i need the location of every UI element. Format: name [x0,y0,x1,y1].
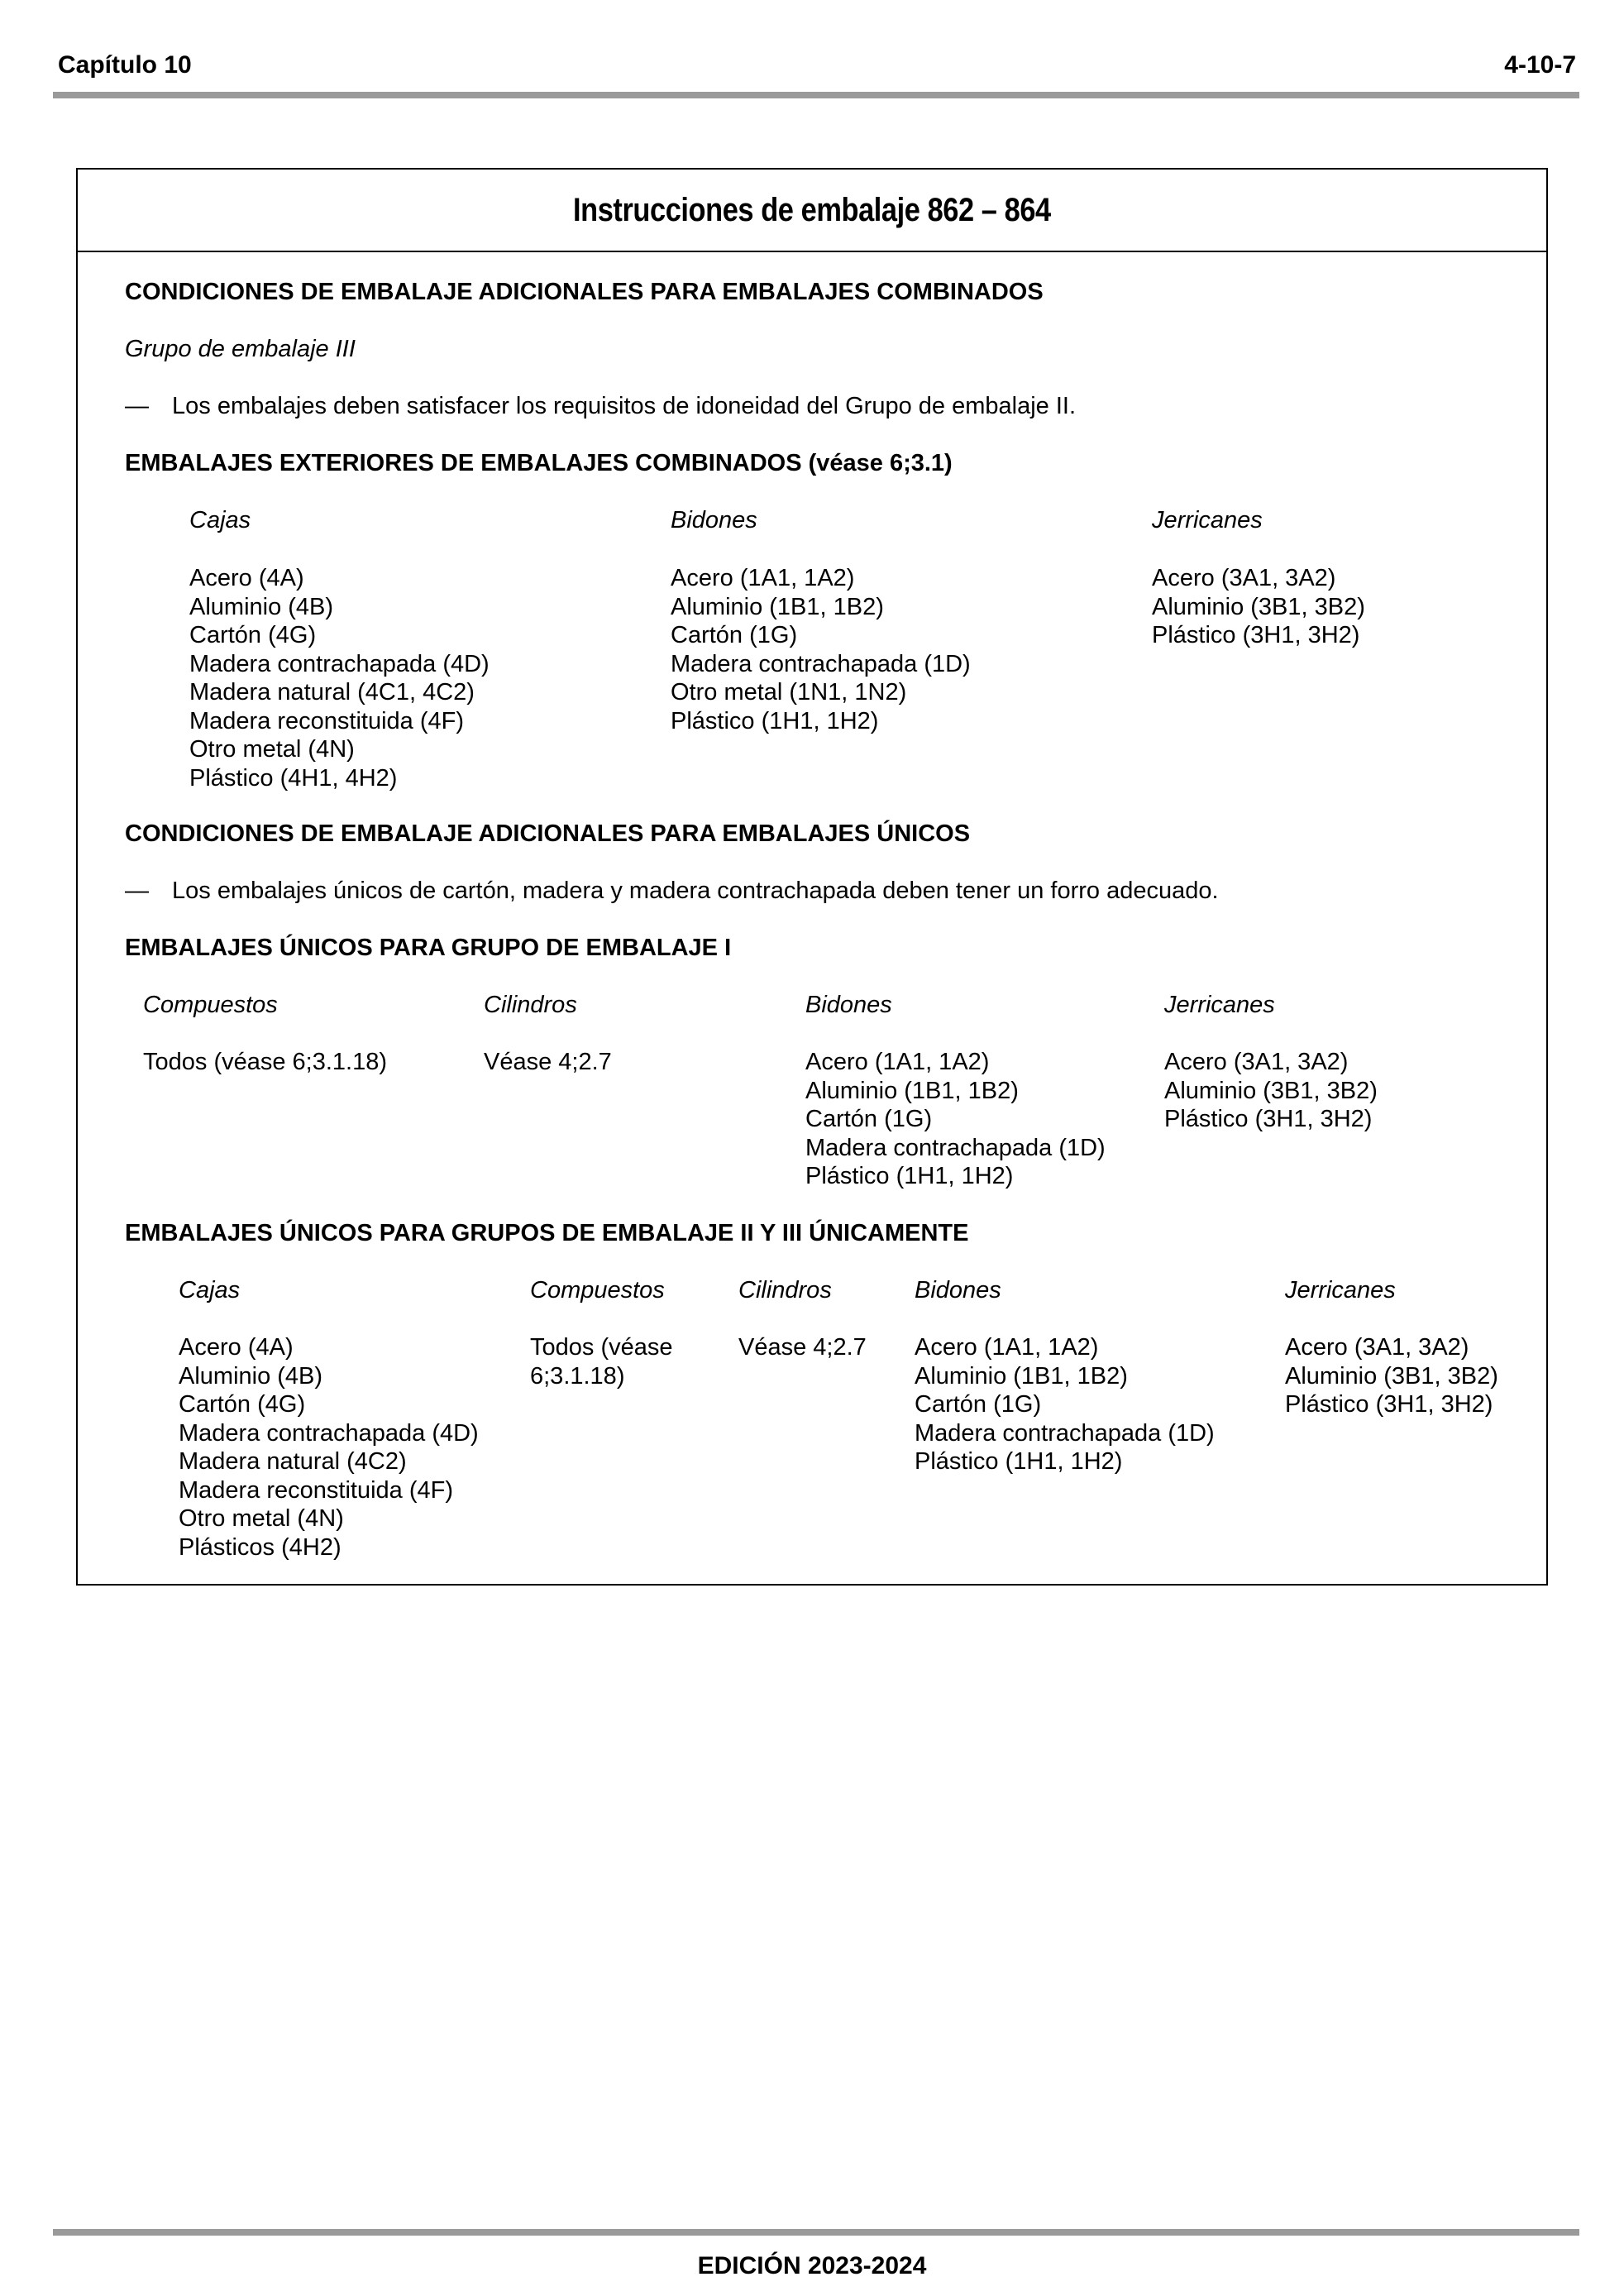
list-item: Madera reconstituida (4F) [189,707,465,734]
section-heading-combined-conditions: CONDICIONES DE EMBALAJE ADICIONALES PARA EMBALAJES COMBINADOS [125,279,1044,305]
column-header: Bidones [805,992,892,1018]
list-item: Plástico (1H1, 1H2) [805,1163,1014,1189]
list-item: Madera contrachapada (1D) [915,1419,1215,1447]
list-item: Plásticos (4H2) [179,1533,342,1561]
packaging-list [1285,1333,1498,1419]
box-title-text: Instrucciones de embalaje 862 – 864 [573,191,1051,228]
dash-marker: — [125,393,149,419]
section-heading-outer-packagings: EMBALAJES EXTERIORES DE EMBALAJES COMBINADOS (véase 6;3.1) [125,450,953,476]
list-item: Todos (véase 6;3.1.18) [143,1049,388,1075]
requirement-text: Los embalajes únicos de cartón, madera y madera contrachapada deben tener un forro adecuado. [172,878,1219,904]
list-item: Cartón (1G) [915,1391,1042,1418]
list-item: Acero (1A1, 1A2) [915,1334,1099,1361]
column-header: Compuestos [530,1277,665,1303]
header-rule [53,92,1579,98]
column-header: Cilindros [738,1277,832,1303]
list-item: Madera contrachapada (4D) [179,1419,479,1447]
chapter-label: Capítulo 10 [58,51,192,79]
list-item: Plástico (3H1, 3H2) [1285,1391,1493,1418]
list-item: Acero (3A1, 3A2) [1152,565,1336,591]
packaging-list [179,1333,479,1562]
section-heading-single-conditions: CONDICIONES DE EMBALAJE ADICIONALES PARA EMBALAJES ÚNICOS [125,820,971,847]
packaging-list [1164,1048,1378,1134]
packaging-list [671,564,971,735]
packaging-list [143,1048,387,1077]
section-heading-single-groups-ii-iii: EMBALAJES ÚNICOS PARA GRUPOS DE EMBALAJE II Y III ÚNICAMENTE [125,1220,969,1246]
column-header: Cilindros [484,992,577,1018]
packing-group-label: Grupo de embalaje III [125,336,356,362]
list-item: Aluminio (3B1, 3B2) [1152,593,1365,620]
packaging-list [805,1048,1106,1191]
list-item: Otro metal (4N) [179,1505,344,1532]
list-item: Cartón (1G) [805,1106,933,1132]
section-heading-single-group-i: EMBALAJES ÚNICOS PARA GRUPO DE EMBALAJE I [125,935,732,961]
column-header: Jerricanes [1285,1277,1396,1303]
list-item: Plástico (4H1, 4H2) [189,764,398,792]
list-item: Acero (1A1, 1A2) [671,565,855,591]
dash-marker: — [125,878,149,904]
list-item: Madera contrachapada (1D) [671,650,971,677]
list-item: Véase 4;2.7 [738,1334,867,1361]
page-number: 4-10-7 [1504,51,1576,79]
column-header: Compuestos [143,992,278,1018]
list-item: Acero (4A) [179,1334,294,1361]
list-item: Aluminio (1B1, 1B2) [915,1362,1128,1390]
list-item: Plástico (3H1, 3H2) [1164,1106,1373,1132]
list-item: Aluminio (4B) [179,1362,323,1390]
footer-rule [53,2229,1579,2236]
list-item: Madera contrachapada (4D) [189,650,490,677]
list-item: Véase 4;2.7 [484,1049,612,1075]
list-item: Aluminio (1B1, 1B2) [671,593,884,620]
column-header: Cajas [189,507,251,533]
list-item: Cartón (4G) [189,622,317,648]
box-title [78,170,1546,252]
list-item: Madera contrachapada (1D) [805,1134,1106,1161]
list-item: Acero (4A) [189,565,304,591]
column-header: Jerricanes [1164,992,1275,1018]
list-item: Cartón (4G) [179,1391,306,1418]
packaging-list [484,1048,612,1077]
list-item: Madera natural (4C2) [179,1448,407,1475]
packaging-list [915,1333,1215,1476]
list-item: Aluminio (3B1, 3B2) [1164,1077,1378,1104]
list-item: Plástico (3H1, 3H2) [1152,622,1360,648]
list-item: Acero (3A1, 3A2) [1164,1049,1349,1075]
list-item: Aluminio (3B1, 3B2) [1285,1362,1498,1390]
packaging-list [189,564,490,792]
requirement-text: Los embalajes deben satisfacer los requisitos de idoneidad del Grupo de embalaje II. [172,393,1077,419]
list-item: Todos (véase [530,1334,673,1361]
list-item: Aluminio (1B1, 1B2) [805,1077,1019,1104]
column-header: Jerricanes [1152,507,1263,533]
column-header: Bidones [915,1277,1001,1303]
list-item: Otro metal (1N1, 1N2) [671,679,907,706]
list-item: Cartón (1G) [671,622,798,648]
packaging-list [530,1333,673,1390]
list-item: Aluminio (4B) [189,593,334,620]
list-item: Madera natural (4C1, 4C2) [189,679,475,706]
column-header: Bidones [671,507,757,533]
list-item: Acero (3A1, 3A2) [1285,1334,1469,1361]
packaging-list [1152,564,1365,650]
edition-label: EDICIÓN 2023-2024 [697,2252,927,2279]
list-item: 6;3.1.18) [530,1362,625,1390]
packaging-list [738,1333,867,1362]
list-item: Acero (1A1, 1A2) [805,1049,990,1075]
list-item: Plástico (1H1, 1H2) [915,1448,1123,1475]
column-header: Cajas [179,1277,241,1303]
list-item: Otro metal (4N) [189,736,355,763]
list-item: Madera reconstituida (4F) [179,1476,454,1504]
list-item: Plástico (1H1, 1H2) [671,707,879,734]
